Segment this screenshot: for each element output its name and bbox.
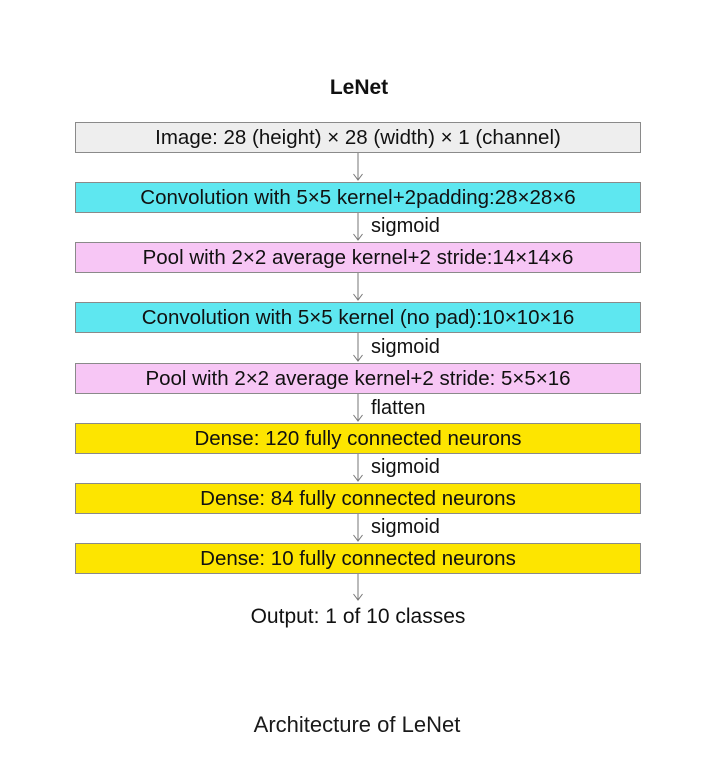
edge-label-conv2-pool2: sigmoid	[371, 336, 440, 358]
arrow-down-icon	[352, 273, 364, 302]
layer-box-conv1: Convolution with 5×5 kernel+2padding:28×28×6	[75, 182, 641, 213]
layer-box-input: Image: 28 (height) × 28 (width) × 1 (channel)	[75, 122, 641, 153]
diagram-title: LeNet	[329, 76, 389, 99]
layer-box-pool2: Pool with 2×2 average kernel+2 stride: 5×5×16	[75, 363, 641, 394]
edge-label-dense120-dense84: sigmoid	[371, 456, 440, 478]
edge-label-dense84-dense10: sigmoid	[371, 516, 440, 538]
arrow-down-icon	[352, 153, 364, 182]
edge-label-conv1-pool1: sigmoid	[371, 215, 440, 237]
layer-box-pool1: Pool with 2×2 average kernel+2 stride:14×14×6	[75, 242, 641, 273]
edge-label-pool2-dense120: flatten	[371, 397, 426, 419]
arrow-down-icon	[352, 514, 364, 543]
arrow-down-icon	[352, 394, 364, 423]
arrow-down-icon	[352, 574, 364, 602]
layer-box-dense10: Dense: 10 fully connected neurons	[75, 543, 641, 574]
layer-box-conv2: Convolution with 5×5 kernel (no pad):10×10×16	[75, 302, 641, 333]
layer-box-dense120: Dense: 120 fully connected neurons	[75, 423, 641, 454]
output-label: Output: 1 of 10 classes	[250, 605, 466, 628]
layer-box-dense84: Dense: 84 fully connected neurons	[75, 483, 641, 514]
arrow-down-icon	[352, 454, 364, 483]
arrow-down-icon	[352, 213, 364, 242]
arrow-down-icon	[352, 333, 364, 363]
figure-caption: Architecture of LeNet	[253, 712, 461, 737]
